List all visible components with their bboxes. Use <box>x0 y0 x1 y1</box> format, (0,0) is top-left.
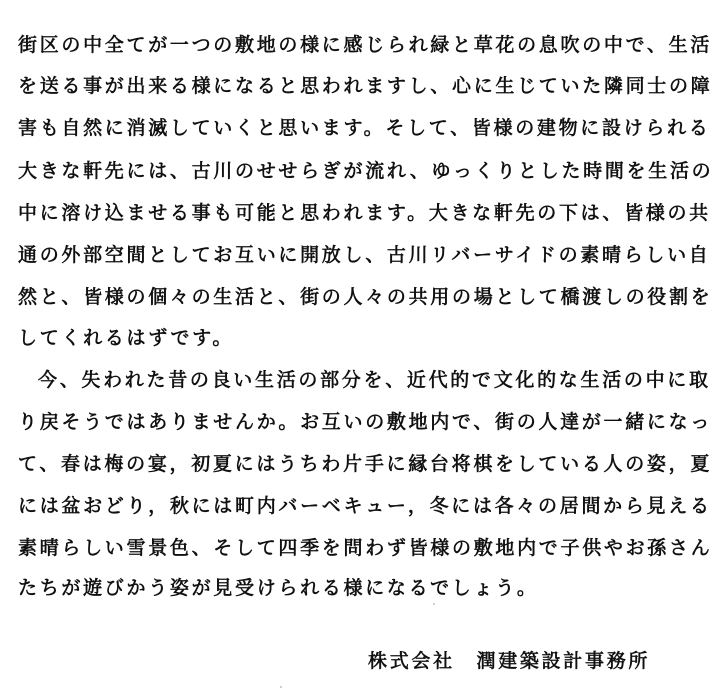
text-line-4: 大きな軒先には、古川のせせらぎが流れ、ゆっくりとした時間を生活の <box>18 160 714 182</box>
text-line-14: たちが遊びかう姿が見受けられる様になるでしょう。 <box>18 577 539 599</box>
text-line-8: してくれるはずです。 <box>18 327 235 349</box>
text-line-1: 街区の中全てが一つの敷地の様に感じられ緑と草花の息吹の中で、生活 <box>18 34 713 56</box>
text-line-3: 害も自然に消滅していくと思います。そして、皆様の建物に設けられる <box>18 117 711 139</box>
scan-speck <box>433 603 435 605</box>
text-line-9: 今、失われた昔の良い生活の部分を、近代的で文化的な生活の中に取 <box>38 369 711 391</box>
text-line-5: 中に溶け込ませる事も可能と思われます。大きな軒先の下は、皆様の共 <box>18 202 711 224</box>
text-line-11: て、春は梅の宴，初夏にはうちわ片手に縁台将棋をしている人の姿，夏 <box>18 453 713 475</box>
text-line-12: には盆おどり，秋には町内バーベキュー，冬には各々の居間から見える <box>18 495 712 517</box>
company-signature: 株式会社 潤建築設計事務所 <box>368 650 651 672</box>
text-line-6: 通の外部空間としてお互いに開放し、古川リバーサイドの素晴らしい自 <box>18 244 711 266</box>
text-line-7: 然と、皆様の個々の生活と、街の人々の共用の場として橋渡しの役割を <box>18 286 713 308</box>
text-line-2: を送る事が出来る様になると思われますし、心に生じていた隣同士の障 <box>18 75 713 97</box>
text-line-13: 素晴らしい雪景色、そして四季を問わず皆様の敷地内で子供やお孫さん <box>18 537 713 559</box>
text-line-10: り戻そうではありませんか。お互いの敷地内で、街の人達が一緒になっ <box>18 411 713 433</box>
